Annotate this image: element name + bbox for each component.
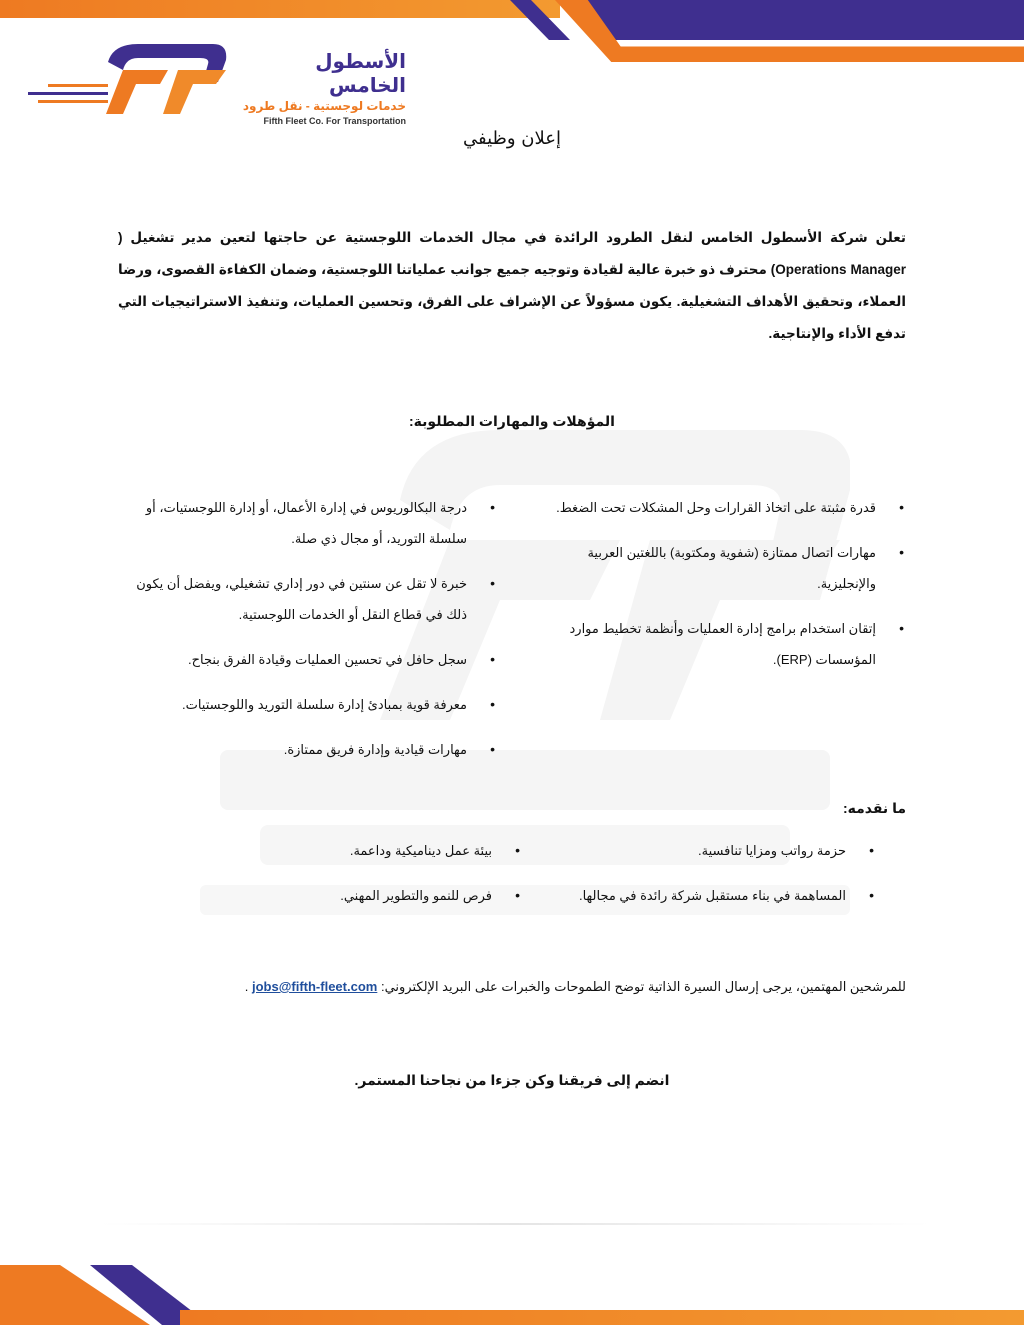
closing-line: انضم إلى فريقنا وكن جزءا من نجاحنا المستمر. <box>354 1072 670 1088</box>
page-title: إعلان وظيفي <box>463 128 561 149</box>
list-item: • درجة البكالوريوس في إدارة الأعمال، أو إدارة اللوجستيات، أو سلسلة التوريد، أو مجال ذي صلة. <box>118 492 467 554</box>
list-item: • بيئة عمل ديناميكية وداعمة. <box>198 835 492 866</box>
offer-columns <box>118 835 906 925</box>
logo-tagline: خدمات لوجستية - نقل طرود <box>242 99 406 113</box>
apply-text: للمرشحين المهتمين، يرجى إرسال السيرة الذاتية توضح الطموحات والخبرات على البريد الإلكتروني: <box>380 979 906 994</box>
offer-list-left <box>198 835 492 925</box>
list-item: • خبرة لا تقل عن سنتين في دور إداري تشغيلي، ويفضل أن يكون ذلك في قطاع النقل أو الخدمات اللوجستية. <box>118 568 467 630</box>
list-item: • مهارات قيادية وإدارة فريق ممتازة. <box>118 734 467 765</box>
apply-end: . <box>244 979 252 994</box>
qualifications-list-left <box>118 492 467 779</box>
intro-paragraph: تعلن شركة الأسطول الخامس لنقل الطرود الرائدة في مجال الخدمات اللوجستية عن حاجتها لتعين مدير تشغيل ( Operations Manager) محترف ذو خبرة عالية لقيادة وتوجيه جميع جوانب عملياتنا اللوجستية، وضمان الكفاءة القصوى، ورضا العملاء، وتحقيق الأهداف التشغيلية. يكون مسؤولاً عن الإشراف على الفرق، وتحسين العمليات، وتنفيذ الاستراتيجيات التي تدفع الأداء والإنتاجية. <box>118 230 906 341</box>
list-item: • حزمة رواتب ومزايا تنافسية. <box>552 835 846 866</box>
footer-orange-line <box>180 1310 1024 1325</box>
qualifications-list-right <box>527 492 876 779</box>
list-item: • مهارات اتصال ممتازة (شفوية ومكتوبة) باللغتين العربية والإنجليزية. <box>527 537 876 599</box>
logo-name-ar: الأسطول الخامس <box>315 51 406 97</box>
offer-heading: ما نقدمه: <box>842 800 906 816</box>
list-item: • معرفة قوية بمبادئ إدارة سلسلة التوريد واللوجستيات. <box>118 689 467 720</box>
list-item: • إتقان استخدام برامج إدارة العمليات وأنظمة تخطيط موارد المؤسسات (ERP). <box>527 613 876 675</box>
footer-divider <box>100 1223 930 1225</box>
list-item: • قدرة مثبتة على اتخاذ القرارات وحل المشكلات تحت الضغط. <box>527 492 876 523</box>
email-link[interactable]: jobs@fifth-fleet.com <box>251 979 378 994</box>
qualifications-heading: المؤهلات والمهارات المطلوبة: <box>409 413 615 429</box>
list-item: • المساهمة في بناء مستقبل شركة رائدة في مجالها. <box>552 880 846 911</box>
logo-name-en: Fifth Fleet Co. For Transportation <box>263 116 406 126</box>
offer-list-right <box>552 835 846 925</box>
list-item: • فرص للنمو والتطوير المهني. <box>198 880 492 911</box>
qualifications-columns <box>118 492 906 779</box>
list-item: • سجل حافل في تحسين العمليات وقيادة الفرق بنجاح. <box>118 644 467 675</box>
apply-instructions <box>118 975 906 999</box>
